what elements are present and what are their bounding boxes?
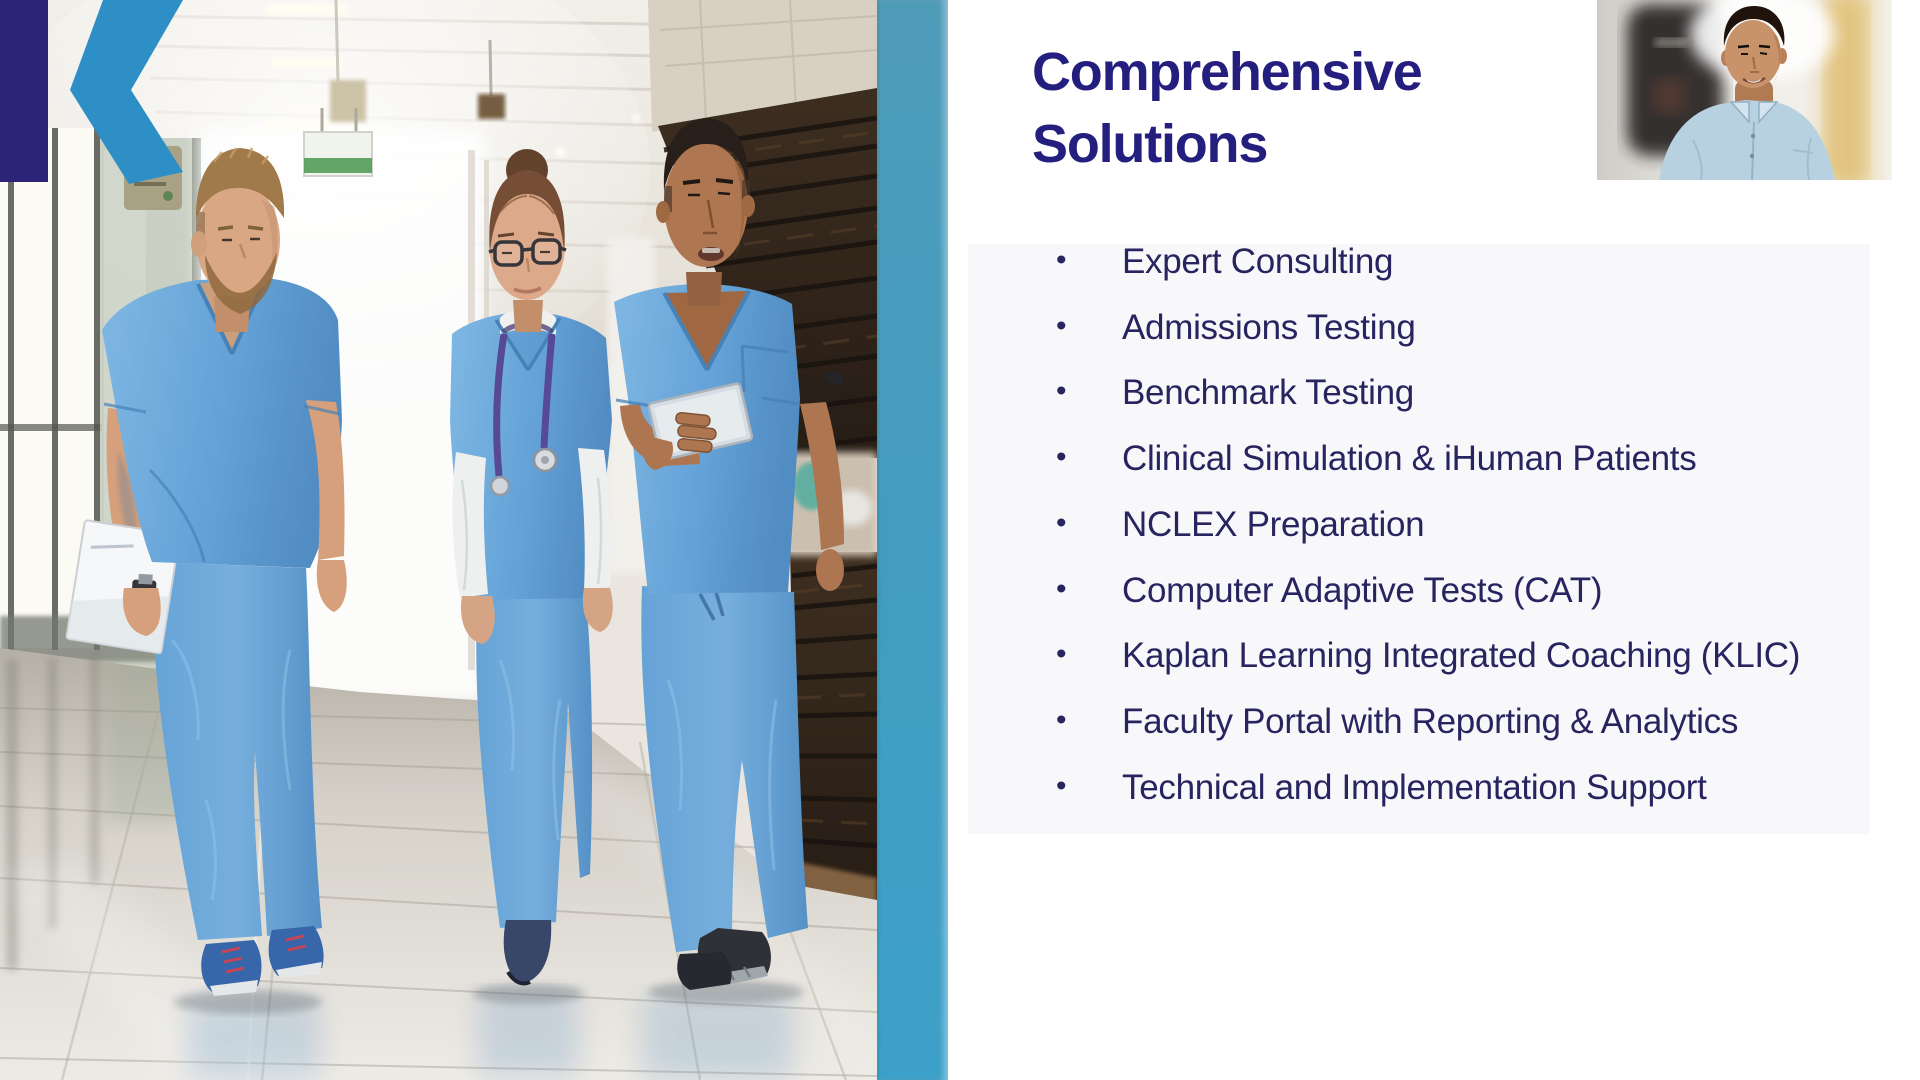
- slide-title-line1: Comprehensive: [1032, 42, 1422, 102]
- bullet-text: Clinical Simulation & iHuman Patients: [1122, 439, 1697, 479]
- accent-band: [877, 0, 949, 1080]
- bullet-dot-icon: •: [1056, 375, 1067, 409]
- webcam-video: [1597, 0, 1892, 180]
- bullet-text: Computer Adaptive Tests (CAT): [1122, 570, 1603, 610]
- corridor-photo-art: [0, 0, 877, 1080]
- bullet-dot-icon: •: [1056, 309, 1067, 343]
- list-item: [948, 624, 1920, 690]
- bullet-dot-icon: •: [1056, 638, 1067, 672]
- webcam-art: [1597, 0, 1892, 180]
- bullet-dot-icon: •: [1056, 572, 1067, 606]
- list-item: [948, 229, 1920, 295]
- list-item: [948, 558, 1920, 624]
- slide-title: [1032, 36, 1422, 180]
- bullet-text: Expert Consulting: [1122, 241, 1394, 281]
- bullet-dot-icon: •: [1056, 506, 1067, 540]
- slide-title-line2: Solutions: [1032, 114, 1268, 174]
- corridor-photo: [0, 0, 877, 1080]
- bullet-dot-icon: •: [1056, 769, 1067, 803]
- bullet-dot-icon: •: [1056, 440, 1067, 474]
- bullet-text: Admissions Testing: [1122, 307, 1416, 347]
- list-item: [948, 361, 1920, 427]
- bullet-text: Kaplan Learning Integrated Coaching (KLIC): [1122, 636, 1801, 676]
- bullet-text: NCLEX Preparation: [1122, 504, 1425, 544]
- brand-navy-block: [0, 0, 48, 182]
- bullet-dot-icon: •: [1056, 703, 1067, 737]
- list-item: [948, 295, 1920, 361]
- list-item: [948, 492, 1920, 558]
- bullet-dot-icon: •: [1056, 243, 1067, 277]
- list-item: [948, 689, 1920, 755]
- bullet-text: Benchmark Testing: [1122, 373, 1414, 413]
- list-item: [948, 755, 1920, 821]
- bullet-text: Technical and Implementation Support: [1122, 767, 1707, 807]
- bullet-text: Faculty Portal with Reporting & Analytics: [1122, 702, 1739, 742]
- bullet-list: [948, 229, 1920, 821]
- list-item: [948, 426, 1920, 492]
